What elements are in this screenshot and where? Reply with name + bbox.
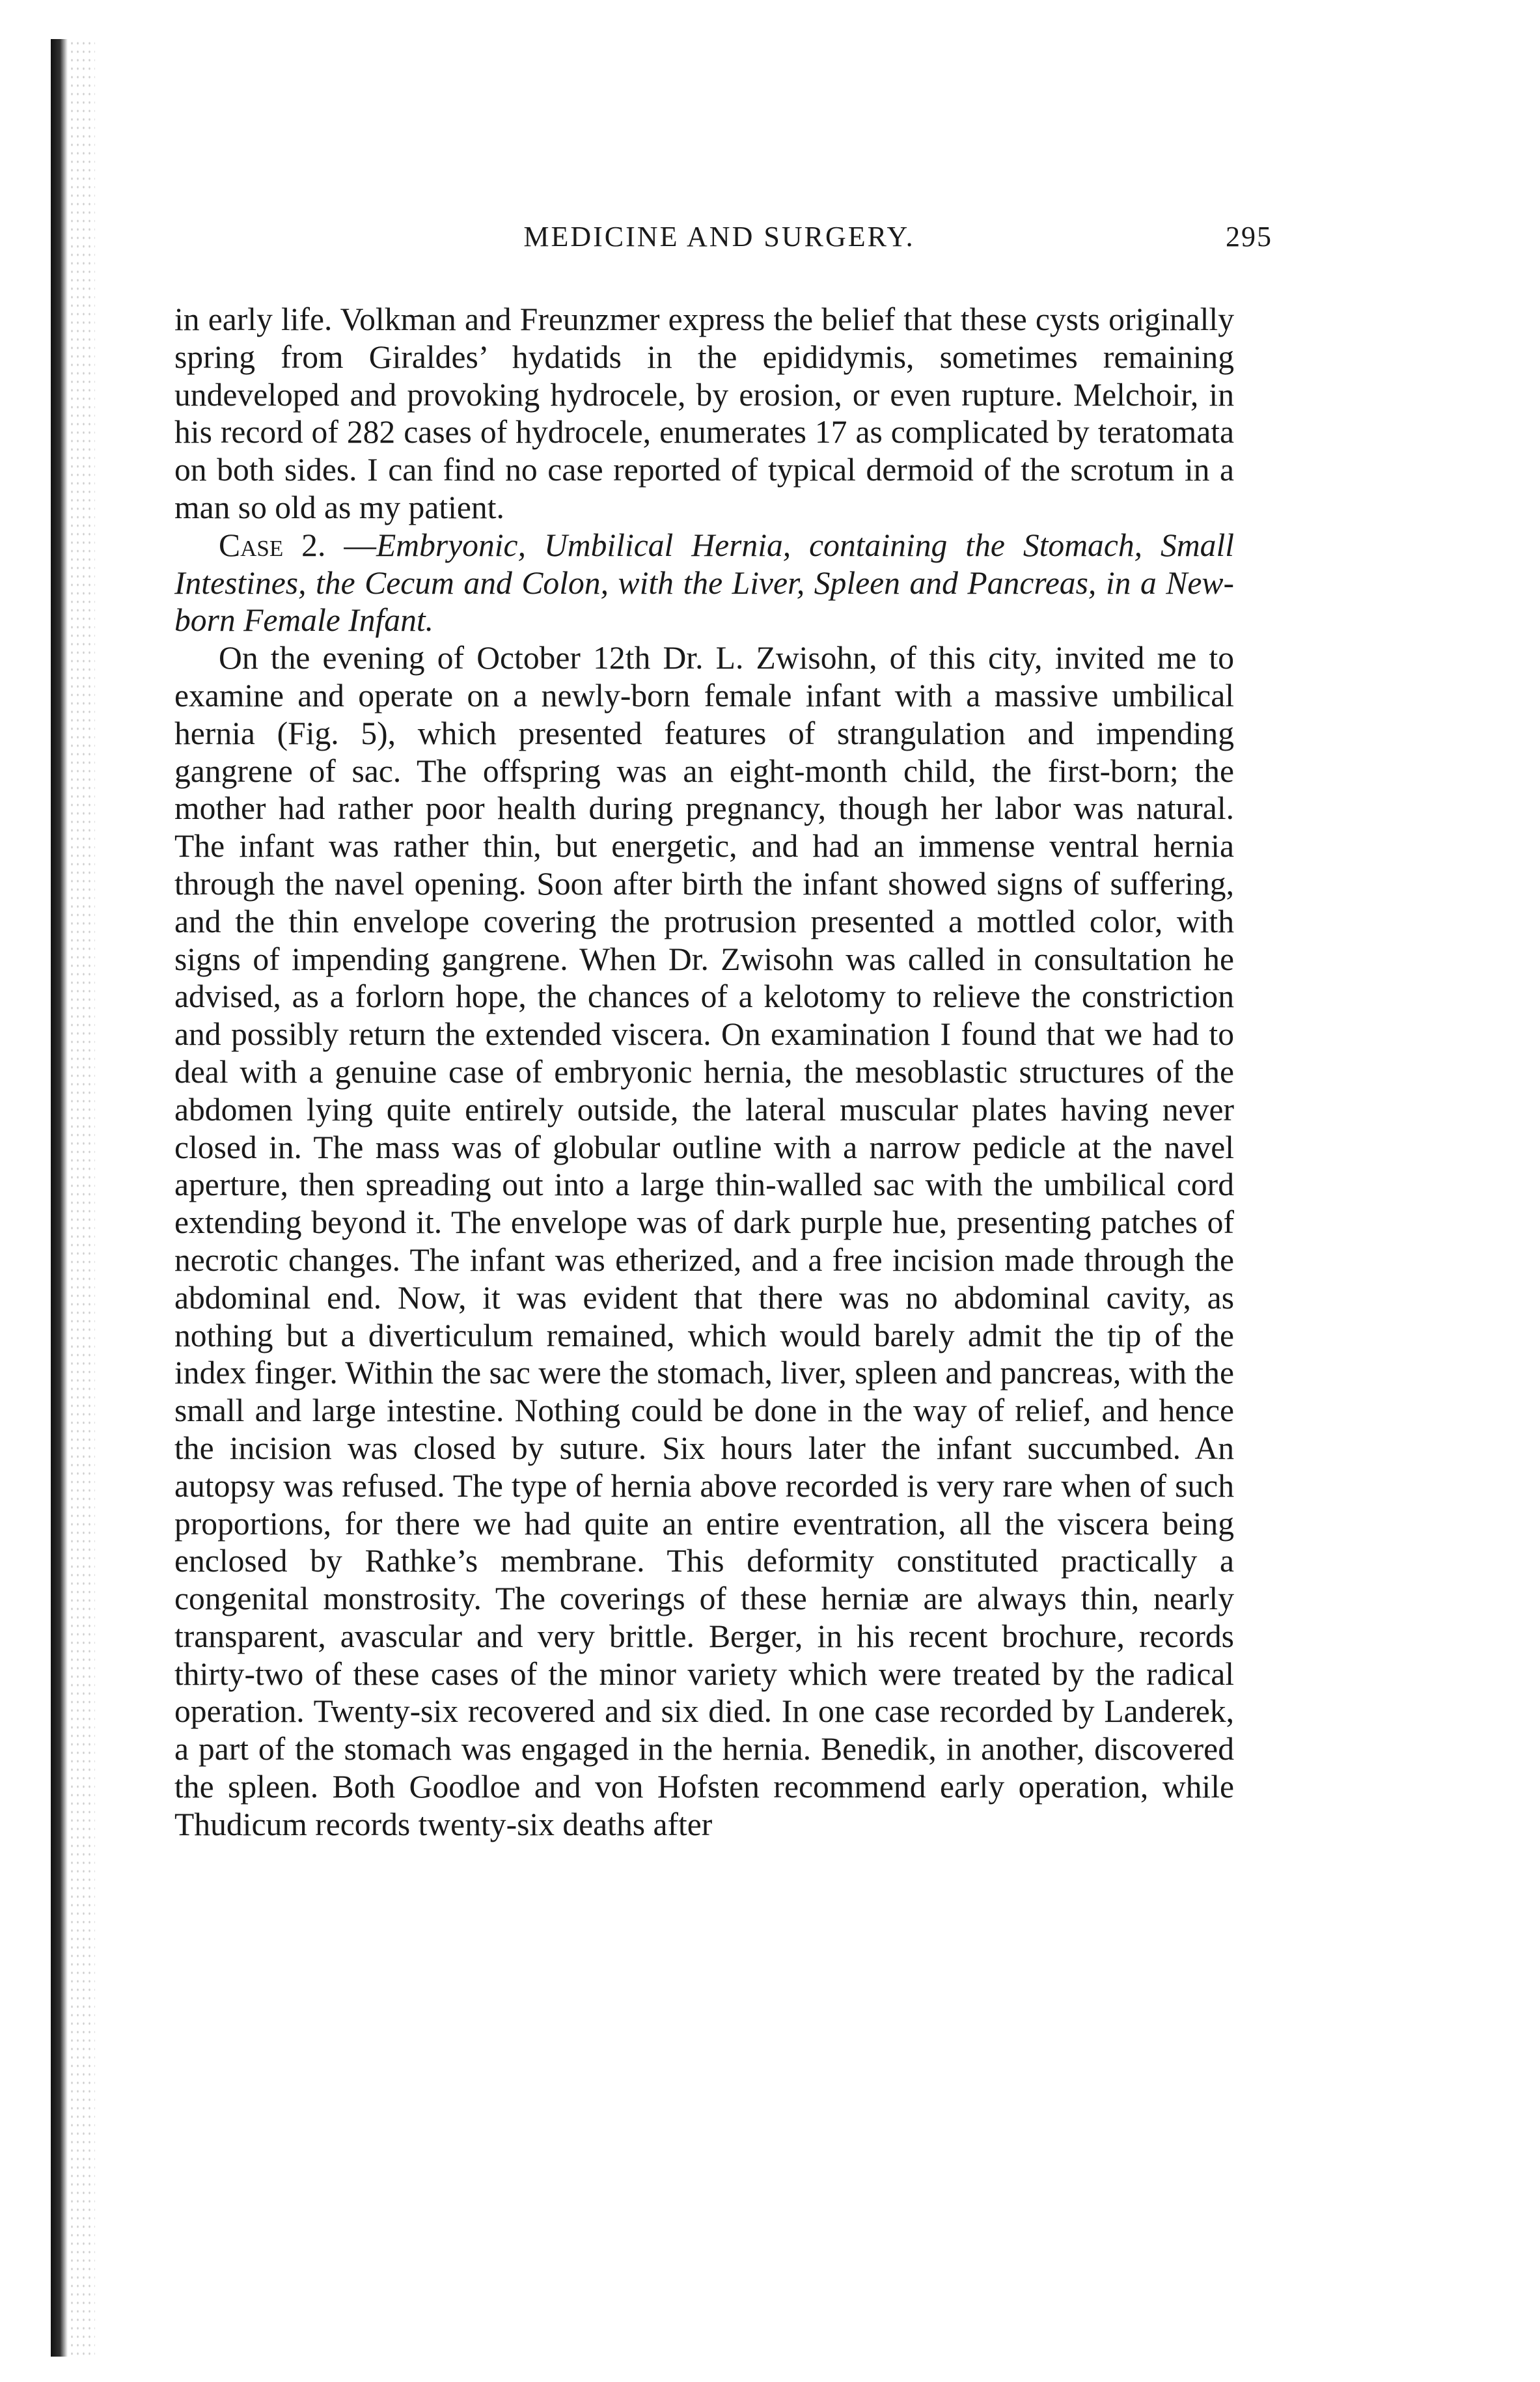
paragraph-case-report: On the evening of October 12th Dr. L. Zwisohn, of this city, invited me to examine and operate on a newly-born female infant with a massive umbilical hernia (Fig. 5), which presented features of strangulation and impending gangrene of sac. The offspring was an eight-month child, the first-born; the mother had rather poor health during pregnancy, though her labor was natural. The infant was rather thin, but energetic, and had an immense ventral hernia through the navel opening. Soon after birth the infant showed signs of suffering, and the thin envelope covering the protrusion presented a mottled color, with signs of impending gangrene. When Dr. Zwisohn was called in consultation he advised, as a forlorn hope, the chances of a kelotomy to relieve the constriction and possibly return the extended viscera. On examination I found that we had to deal with a genuine case of embryonic hernia, the mesoblastic structures of the abdomen lying quite entirely outside, the lateral muscular plates having never closed in. The mass was of globular outline with a narrow pedicle at the navel aperture, then spreading out into a large thin-walled sac with the umbilical cord extending beyond it. The envelope was of dark purple hue, presenting patches of necrotic changes. The infant was etherized, and a free incision made through the abdominal end. Now, it was evident that there was no abdominal cavity, as nothing but a diverticulum remained, which would barely admit the tip of the index finger. Within the sac were the stomach, liver, spleen and pancreas, with the small and large intestine. Nothing could be done in the way of relief, and hence the incision was closed by suture. Six hours later the infant succumbed. An autopsy was refused. The type of hernia above recorded is very rare when of such proportions, for there we had quite an entire eventration, all the viscera being enclosed by Rathke’s membrane. This deformity constituted practically a congenital monstrosity. The coverings of these herniæ are always thin, nearly transparent, avascular and very brittle. Berger, in his recent brochure, records thirty-two of these cases of the minor variety which were treated by the radical operation. Twenty-six recovered and six died. In one case recorded by Landerek, a part of the stomach was engaged in the hernia. Benedik, in another, discovered the spleen. Both Goodloe and von Hofsten recommend early operation, while Thudicum records twenty-six deaths after <box>174 640 1234 1842</box>
page-header <box>166 220 1272 272</box>
case-title: Embryonic, Umbilical Hernia, containing the Stomach, Small Intestines, the Cecum and Colon, with the Liver, Spleen and Pancreas, in a New-born Female Infant. <box>174 527 1234 639</box>
running-title: MEDICINE AND SURGERY. <box>523 221 915 253</box>
article-body <box>174 301 1234 1844</box>
page-binding-edge <box>51 39 68 2357</box>
paragraph-continuation: in early life. Volkman and Freunzmer express the belief that these cysts originally spring from Giraldes’ hydatids in the epididymis, sometimes remaining undeveloped and provoking hydrocele, by erosion, or even rupture. Melchoir, in his record of 282 cases of hydrocele, enumerates 17 as complicated by teratomata on both sides. I can find no case reported of typical dermoid of the scrotum in a man so old as my patient. <box>174 301 1234 525</box>
case-dash: — <box>325 527 376 563</box>
page-number: 295 <box>1226 221 1272 253</box>
case-label: Case 2. <box>219 527 326 563</box>
case-heading <box>174 527 1234 639</box>
page-binding-shadow <box>69 39 95 2357</box>
